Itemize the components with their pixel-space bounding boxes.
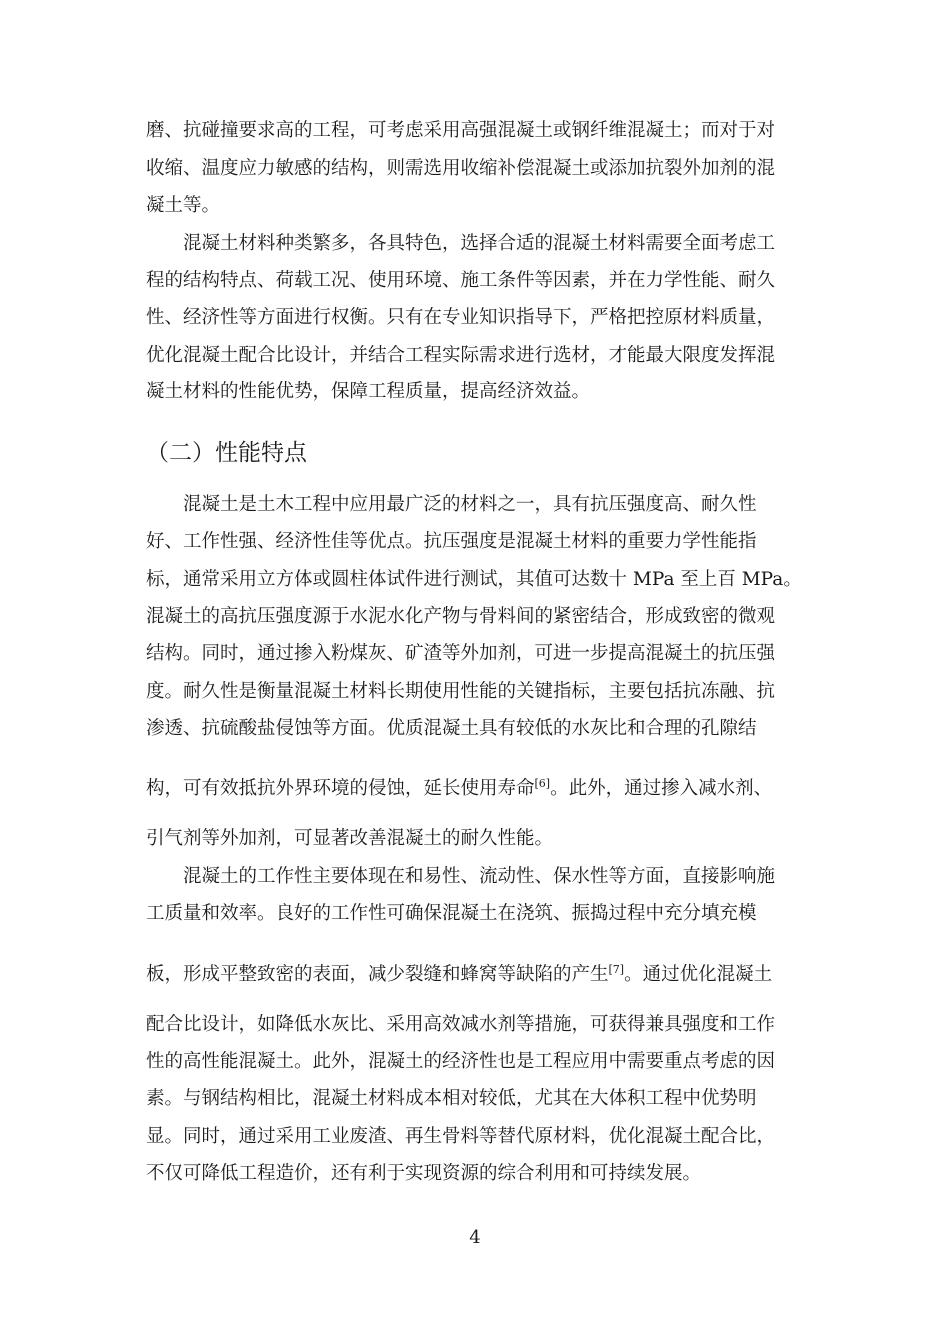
paragraph-line: 工质量和效率。良好的工作性可确保混凝土在浇筑、振捣过程中充分填充模 bbox=[146, 903, 757, 924]
paragraph-line: 收缩、温度应力敏感的结构，则需选用收缩补偿混凝土或添加抗裂外加剂的混 bbox=[146, 158, 776, 179]
paragraph-line: 凝土材料的性能优势，保障工程质量，提高经济效益。 bbox=[146, 381, 591, 402]
paragraph-line: 优化混凝土配合比设计，并结合工程实际需求进行选材，才能最大限度发挥混 bbox=[146, 345, 776, 366]
paragraph-line: 性、经济性等方面进行权衡。只有在专业知识指导下，严格把控原材料质量， bbox=[146, 307, 776, 328]
text-span: 板，形成平整致密的表面，减少裂缝和蜂窝等缺陷的产生 bbox=[146, 964, 609, 985]
citation-ref: [7] bbox=[608, 962, 625, 976]
paragraph-line: 渗透、抗硫酸盐侵蚀等方面。优质混凝土具有较低的水灰比和合理的孔隙结 bbox=[146, 718, 757, 739]
paragraph-line: 磨、抗碰撞要求高的工程，可考虑采用高强混凝土或钢纤维混凝土；而对于对 bbox=[146, 120, 776, 141]
paragraph-line: 程的结构特点、荷载工况、使用环境、施工条件等因素，并在力学性能、耐久 bbox=[146, 270, 776, 291]
paragraph-line: 素。与钢结构相比，混凝土材料成本相对较低，尤其在大体积工程中优势明 bbox=[146, 1088, 757, 1109]
paragraph-line: 混凝土的高抗压强度源于水泥水化产物与骨料间的紧密结合，形成致密的微观 bbox=[146, 606, 776, 627]
paragraph-line-with-citation bbox=[146, 963, 772, 987]
text-span: 。通过优化混凝土 bbox=[624, 964, 773, 985]
paragraph-line: 配合比设计，如降低水灰比、采用高效减水剂等措施，可获得兼具强度和工作 bbox=[146, 1014, 776, 1035]
paragraph-line: 混凝土是土木工程中应用最广泛的材料之一，具有抗压强度高、耐久性 bbox=[183, 494, 757, 515]
paragraph-line: 度。耐久性是衡量混凝土材料长期使用性能的关键指标，主要包括抗冻融、抗 bbox=[146, 681, 776, 702]
text-span: 构，可有效抵抗外界环境的侵蚀，延长使用寿命 bbox=[146, 778, 535, 799]
paragraph-line: 好、工作性强、经济性佳等优点。抗压强度是混凝土材料的重要力学性能指 bbox=[146, 531, 757, 552]
paragraph-line: 显。同时，通过采用工业废渣、再生骨料等替代原材料，优化混凝土配合比， bbox=[146, 1126, 776, 1147]
page-number: 4 bbox=[469, 1227, 481, 1248]
paragraph-line: 不仅可降低工程造价，还有利于实现资源的综合利用和可持续发展。 bbox=[146, 1163, 702, 1184]
section-heading: （二）性能特点 bbox=[146, 440, 307, 466]
paragraph-line: 性的高性能混凝土。此外，混凝土的经济性也是工程应用中需要重点考虑的因 bbox=[146, 1051, 776, 1072]
citation-ref: [6] bbox=[534, 776, 551, 790]
paragraph-line-with-citation bbox=[146, 777, 772, 801]
paragraph-line: 引气剂等外加剂，可显著改善混凝土的耐久性能。 bbox=[146, 828, 554, 849]
paragraph-line: 结构。同时，通过掺入粉煤灰、矿渣等外加剂，可进一步提高混凝土的抗压强 bbox=[146, 643, 776, 664]
paragraph-line: 混凝土材料种类繁多，各具特色，选择合适的混凝土材料需要全面考虑工 bbox=[183, 233, 776, 254]
text-span: 。此外，通过掺入减水剂、 bbox=[550, 778, 773, 799]
paragraph-line: 凝土等。 bbox=[146, 195, 221, 216]
paragraph-line: 混凝土的工作性主要体现在和易性、流动性、保水性等方面，直接影响施 bbox=[183, 866, 776, 887]
paragraph-line: 标，通常采用立方体或圆柱体试件进行测试，其值可达数十 MPa 至上百 MPa。 bbox=[146, 569, 802, 590]
